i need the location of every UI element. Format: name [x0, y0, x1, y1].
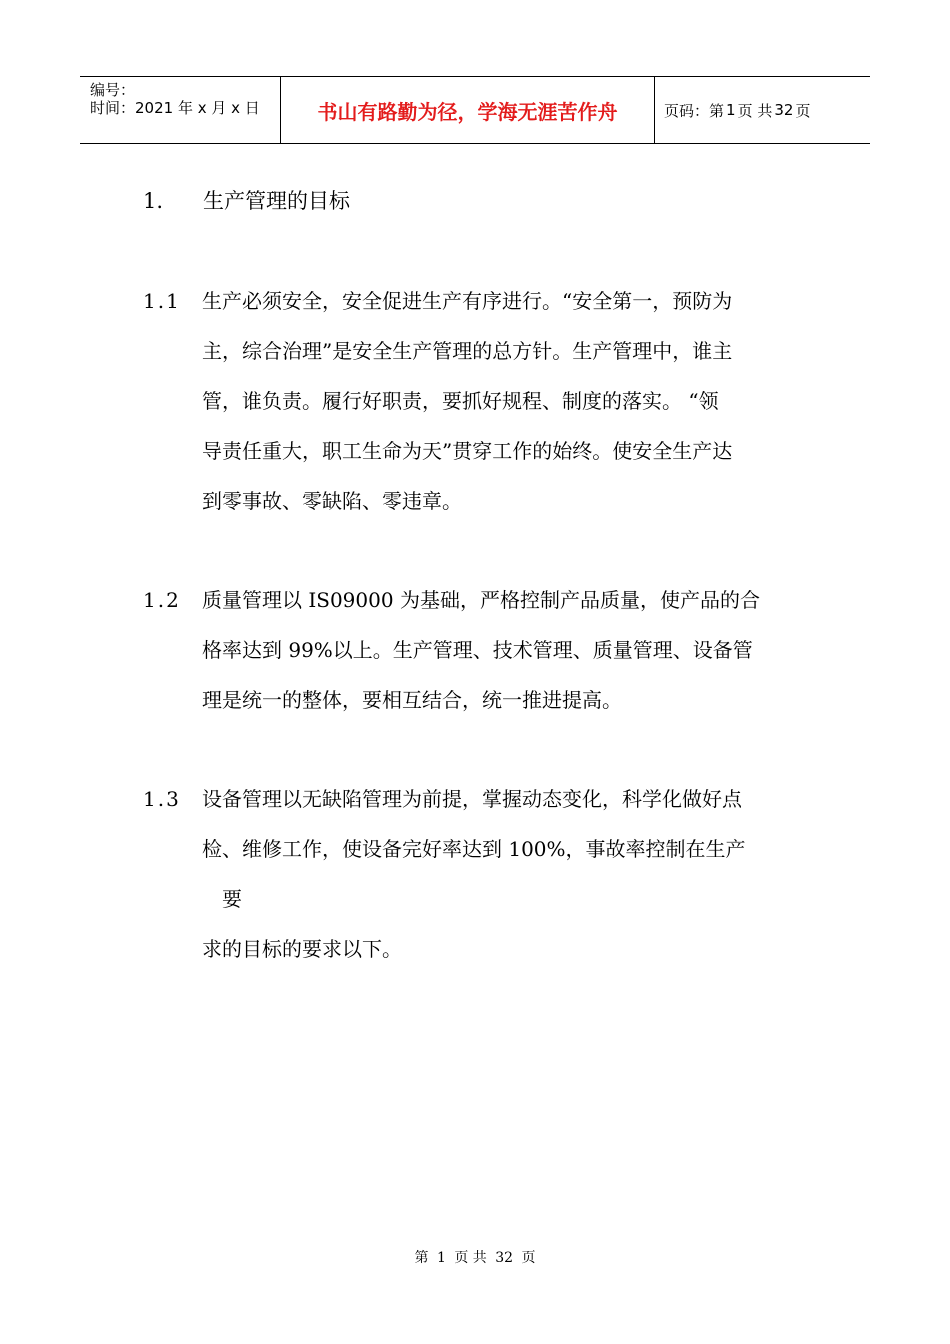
item-line: 检、维修工作，使设备完好率达到 100%，事故率控制在生产 [202, 837, 746, 861]
item-number: 1.3 [143, 787, 181, 811]
item-line: 设备管理以无缺陷管理为前提，掌握动态变化，科学化做好点 [202, 787, 742, 811]
item-body [202, 276, 812, 526]
footer-mid: 页 共 [454, 1250, 487, 1266]
footer-suffix: 页 [521, 1250, 536, 1266]
item-line: 求的目标的要求以下。 [202, 937, 402, 961]
item-1-3 [143, 774, 823, 974]
item-line: 主，综合治理”是安全生产管理的总方针。生产管理中，谁主 [202, 339, 733, 363]
item-line: 要 [222, 887, 242, 911]
header-info-cell [80, 77, 281, 143]
document-code-label: 编号： [90, 81, 136, 99]
page-header [80, 76, 870, 144]
item-line: 质量管理以 IS09000 为基础，严格控制产品质量，使产品的合 [202, 588, 760, 612]
section-number: 1. [143, 189, 164, 213]
item-line: 格率达到 99%以上。生产管理、技术管理、质量管理、设备管 [202, 638, 753, 662]
header-motto: 书山有路勤为径，学海无涯苦作舟 [281, 77, 655, 143]
page-end: 页 [795, 101, 811, 120]
item-line: 理是统一的整体，要相互结合，统一推进提高。 [202, 688, 622, 712]
section-heading [143, 186, 350, 216]
item-line: 到零事故、零缺陷、零违章。 [202, 489, 462, 513]
section-title: 生产管理的目标 [203, 189, 350, 213]
item-body [202, 575, 812, 725]
item-1-2 [143, 575, 823, 725]
item-line: 生产必须安全，安全促进生产有序进行。“安全第一，预防为 [202, 289, 733, 313]
page-total: 32 [774, 101, 794, 119]
footer-current-page: 1 [436, 1250, 446, 1266]
header-page-info [655, 77, 870, 143]
footer-prefix: 第 [414, 1250, 429, 1266]
item-1-1 [143, 276, 823, 526]
item-body [202, 774, 812, 974]
page-mid: 页 共 [737, 101, 773, 120]
item-line: 管，谁负责。履行好职责，要抓好规程、制度的落实。 “领 [202, 389, 719, 413]
page-footer [0, 1248, 950, 1268]
item-line: 导责任重大，职工生命为天”贯穿工作的始终。使安全生产达 [202, 439, 733, 463]
page-current: 1 [726, 101, 736, 119]
item-number: 1.2 [143, 588, 181, 612]
item-number: 1.1 [143, 289, 181, 313]
footer-total-pages: 32 [495, 1250, 514, 1266]
page-label: 页码：第 [664, 101, 725, 120]
document-date: 时间：2021 年 x 月 x 日 [90, 99, 260, 117]
